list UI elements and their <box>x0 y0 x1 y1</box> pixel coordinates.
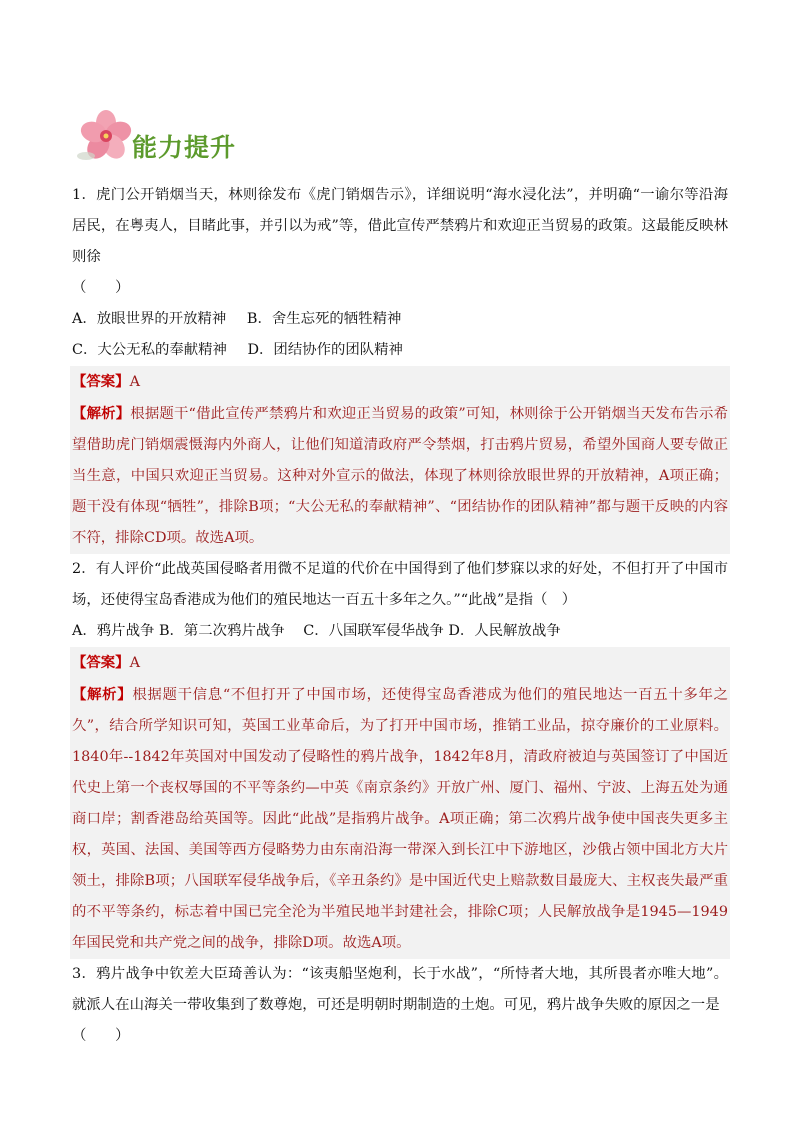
option-b: B．第二次鸦片战争 <box>158 623 285 639</box>
question-list <box>72 180 728 1052</box>
option-a: A．放眼世界的开放精神 <box>72 311 227 327</box>
answer-blank: （ ） <box>72 280 130 296</box>
answer-block <box>70 366 730 554</box>
cherry-blossom-icon <box>76 108 136 164</box>
option-c: C．八国联军侵华战争 <box>303 623 444 639</box>
analysis <box>72 398 728 554</box>
option-d: D．团结协作的团队精神 <box>247 342 403 358</box>
option-row <box>72 304 728 335</box>
answer-line <box>72 647 728 679</box>
question-stem: 1．虎门公开销烟当天，林则徐发布《虎门销烟告示》，详细说明“海水浸化法”，并明确“一谕尔等沿海居民，在粤夷人，目睹此事，并引以为戒”等，借此宣传严禁鸦片和欢迎正当贸易的政策。这最能反映林则徐 <box>72 187 728 265</box>
answer-tag: 【答案】 <box>72 654 130 671</box>
answer-value: A <box>129 655 140 671</box>
question-3 <box>72 959 728 1052</box>
answer-tag: 【答案】 <box>72 373 130 390</box>
question-2 <box>72 554 728 959</box>
answer-blank: （ ） <box>72 1028 130 1044</box>
question-1 <box>72 180 728 554</box>
option-b: B．舍生忘死的牺牲精神 <box>246 311 402 327</box>
question-stem: 3．鸦片战争中钦差大臣琦善认为：“该夷船坚炮利，长于水战”，“所恃者大地，其所畏者亦唯大地”。就派人在山海关一带收集到了数尊炮，可还是明朝时期制造的土炮。可见，鸦片战争失败的原因之一是 <box>72 966 728 1013</box>
section-header <box>76 108 396 164</box>
option-row <box>72 335 728 366</box>
analysis-tag: 【解析】 <box>72 405 131 422</box>
analysis <box>72 679 728 959</box>
answer-value: A <box>129 374 140 390</box>
option-a: A．鸦片战争 <box>72 623 155 639</box>
analysis-text: 根据题干信息“不但打开了中国市场，还使得宝岛香港成为他们的殖民地达一百五十多年之久”，结合所学知识可知，英国工业革命后，为了打开中国市场，推销工业品，掠夺廉价的工业原料。1840年--1842年英国对中国发动了侵略性的鸦片战争，1842年8月，清政府被迫与英国签订了中国近代史上第一个丧权辱国的不平等条约—中英《南京条约》开放广州、厦门、福州、宁波、上海五处为通商口岸；割香港岛给英国等。因此“此战”是指鸦片战争。A项正确；第二次鸦片战争使中国丧失更多主权，英国、法国、美国等西方侵略势力由东南沿海一带深入到长江中下游地区，沙俄占领中国北方大片领土，排除B项；八国联军侵华战争后，《辛丑条约》是中国近代史上赔款数目最庞大、主权丧失最严重的不平等条约，标志着中国已完全沦为半殖民地半封建社会，排除C项；人民解放战争是1945—1949年国民党和共产党之间的战争，排除D项。故选A项。 <box>72 687 728 951</box>
analysis-text: 根据题干“借此宣传严禁鸦片和欢迎正当贸易的政策”可知，林则徐于公开销烟当天发布告示希望借助虎门销烟震慑海内外商人，让他们知道清政府严令禁烟，打击鸦片贸易，希望外国商人要专做正当生意，中国只欢迎正当贸易。这种对外宣示的做法，体现了林则徐放眼世界的开放精神，A项正确；题干没有体现“牺牲”，排除B项；“大公无私的奉献精神”、“团结协作的团队精神”都与题干反映的内容不符，排除CD项。故选A项。 <box>72 406 728 546</box>
answer-line <box>72 366 728 398</box>
option-row <box>72 616 728 647</box>
option-c: C．大公无私的奉献精神 <box>72 342 227 358</box>
question-stem: 2．有人评价“此战英国侵略者用微不足道的代价在中国得到了他们梦寐以求的好处，不但打开了中国市场，还使得宝岛香港成为他们的殖民地达一百五十多年之久。”“此战”是指（ ） <box>72 561 728 608</box>
option-d: D．人民解放战争 <box>448 623 561 639</box>
answer-block <box>70 647 730 959</box>
analysis-tag: 【解析】 <box>72 686 133 703</box>
section-title: 能力提升 <box>132 133 237 162</box>
